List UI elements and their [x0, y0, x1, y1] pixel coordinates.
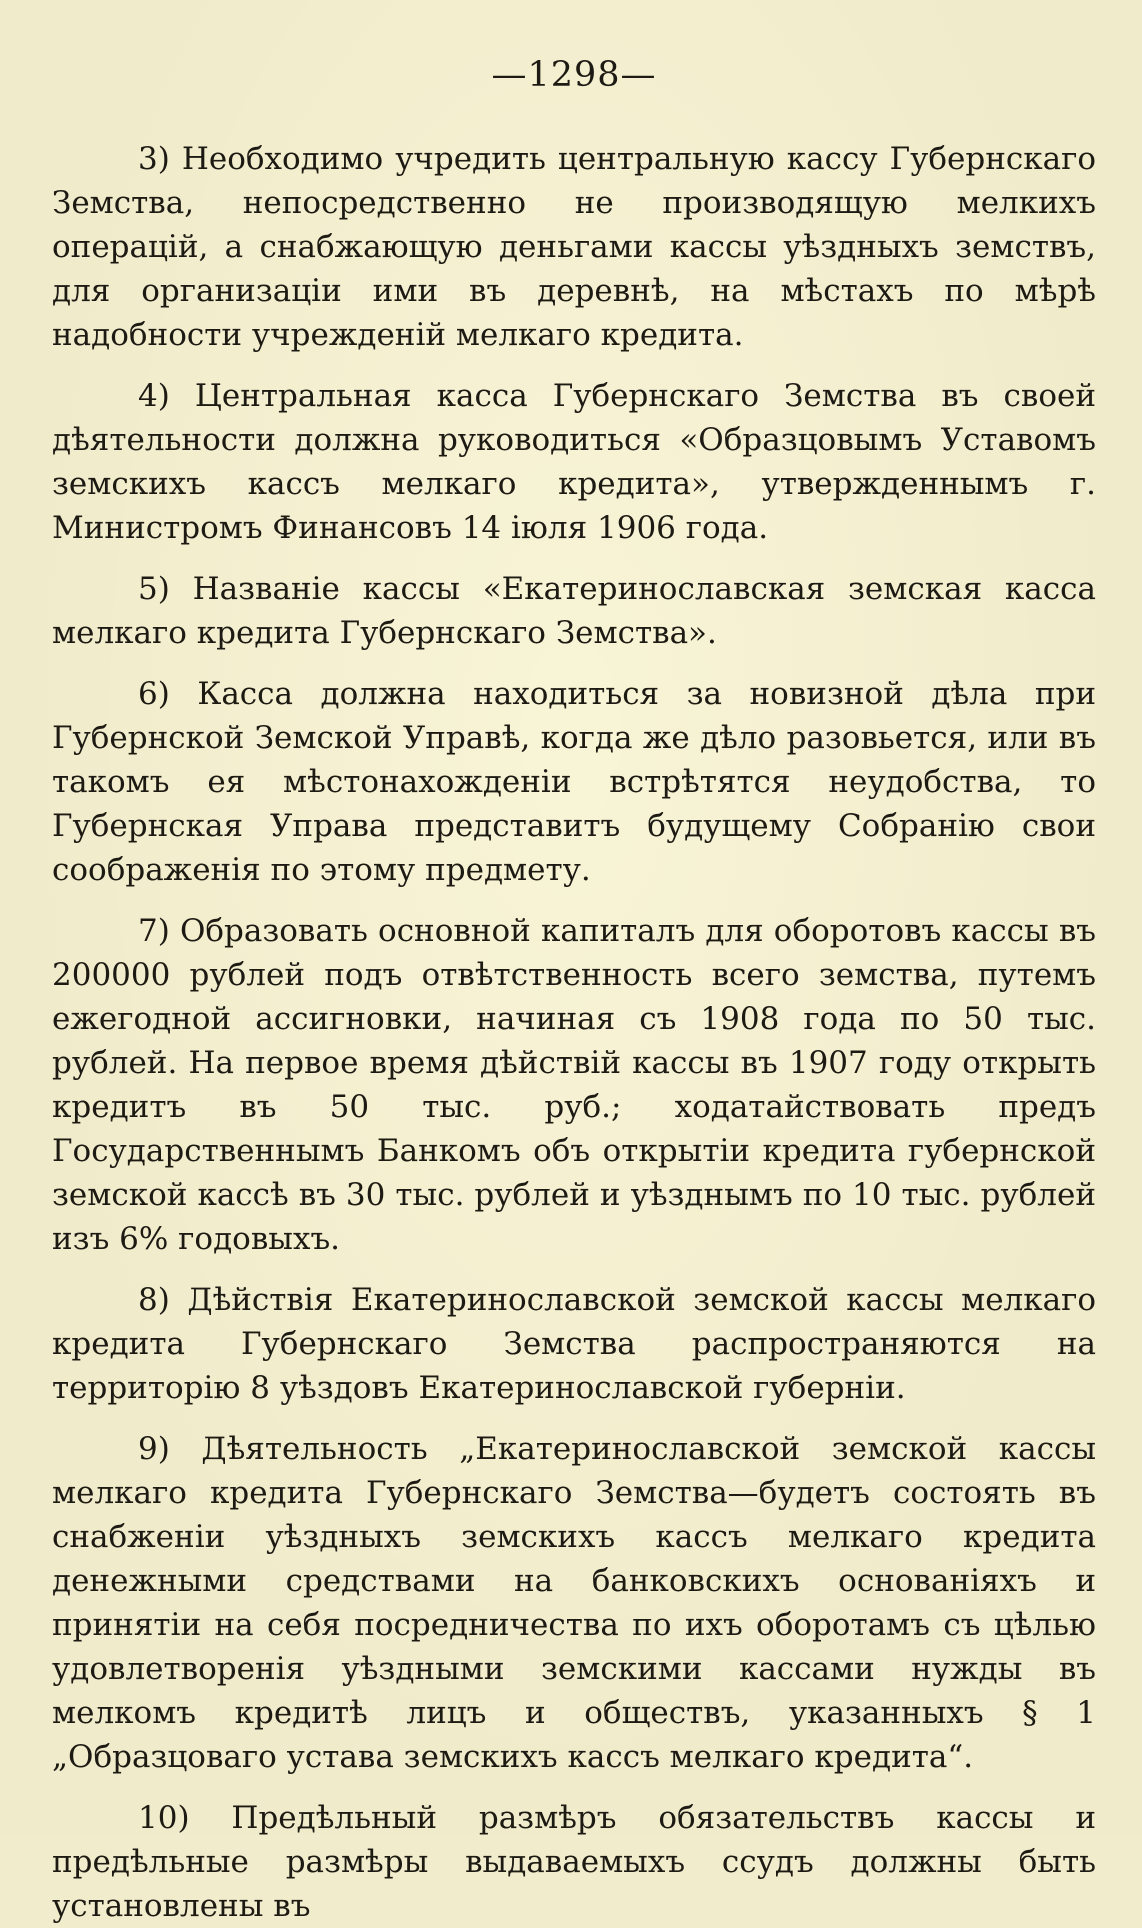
paragraph-8: 8) Дѣйствія Екатеринославской земской кассы мелкаго кредита Губернскаго Земства распространяются на территорію 8 уѣздовъ Екатеринославской губерніи.: [52, 1282, 1096, 1406]
page-number: —1298—: [491, 55, 657, 95]
body-text: [52, 137, 1096, 1928]
paragraph-3: 3) Необходимо учредить центральную кассу Губернскаго Земства, непосредственно не производящую мелкихъ операцій, а снабжающую деньгами кассы уѣздныхъ земствъ, для организаціи ими въ деревнѣ, на мѣстахъ по мѣрѣ надобности учрежденій мелкаго кредита.: [52, 141, 1096, 353]
paragraph-7: 7) Образовать основной капиталъ для оборотовъ кассы въ 200000 рублей подъ отвѣтственность всего земства, путемъ ежегодной ассигновки, начиная съ 1908 года по 50 тыс. рублей. На первое время дѣйствій кассы въ 1907 году открыть кредитъ въ 50 тыс. руб.; ходатайствовать предъ Государственнымъ Банкомъ объ открытіи кредита губернской земской кассѣ въ 30 тыс. рублей и уѣзднымъ по 10 тыс. рублей изъ 6% годовыхъ.: [52, 913, 1096, 1257]
paragraph-4: 4) Центральная касса Губернскаго Земства въ своей дѣятельности должна руководиться «Образцовымъ Уставомъ земскихъ кассъ мелкаго кредита», утвержденнымъ г. Министромъ Финансовъ 14 іюля 1906 года.: [52, 378, 1096, 546]
paragraph-6: 6) Касса должна находиться за новизной дѣла при Губернской Земской Управѣ, когда же дѣло разовьется, или въ такомъ ея мѣстонахожденіи встрѣтятся неудобства, то Губернская Управа представитъ будущему Собранію свои соображенія по этому предмету.: [52, 676, 1096, 888]
paragraph-9: 9) Дѣятельность „Екатеринославской земской кассы мелкаго кредита Губернскаго Земства—будетъ состоять въ снабженіи уѣздныхъ земскихъ кассъ мелкаго кредита денежными средствами на банковскихъ основаніяхъ и принятіи на себя посредничества по ихъ оборотамъ съ цѣлью удовлетворенія уѣздными земскими кассами нужды въ мелкомъ кредитѣ лицъ и обществъ, указанныхъ § 1 „Образцоваго устава земскихъ кассъ мелкаго кредита“.: [52, 1431, 1096, 1775]
paragraph-10: 10) Предѣльный размѣръ обязательствъ кассы и предѣльные размѣры выдаваемыхъ ссудъ должны быть установлены въ: [52, 1800, 1096, 1924]
paragraph-5: 5) Названіе кассы «Екатеринославская земская касса мелкаго кредита Губернскаго Земства».: [52, 571, 1096, 651]
